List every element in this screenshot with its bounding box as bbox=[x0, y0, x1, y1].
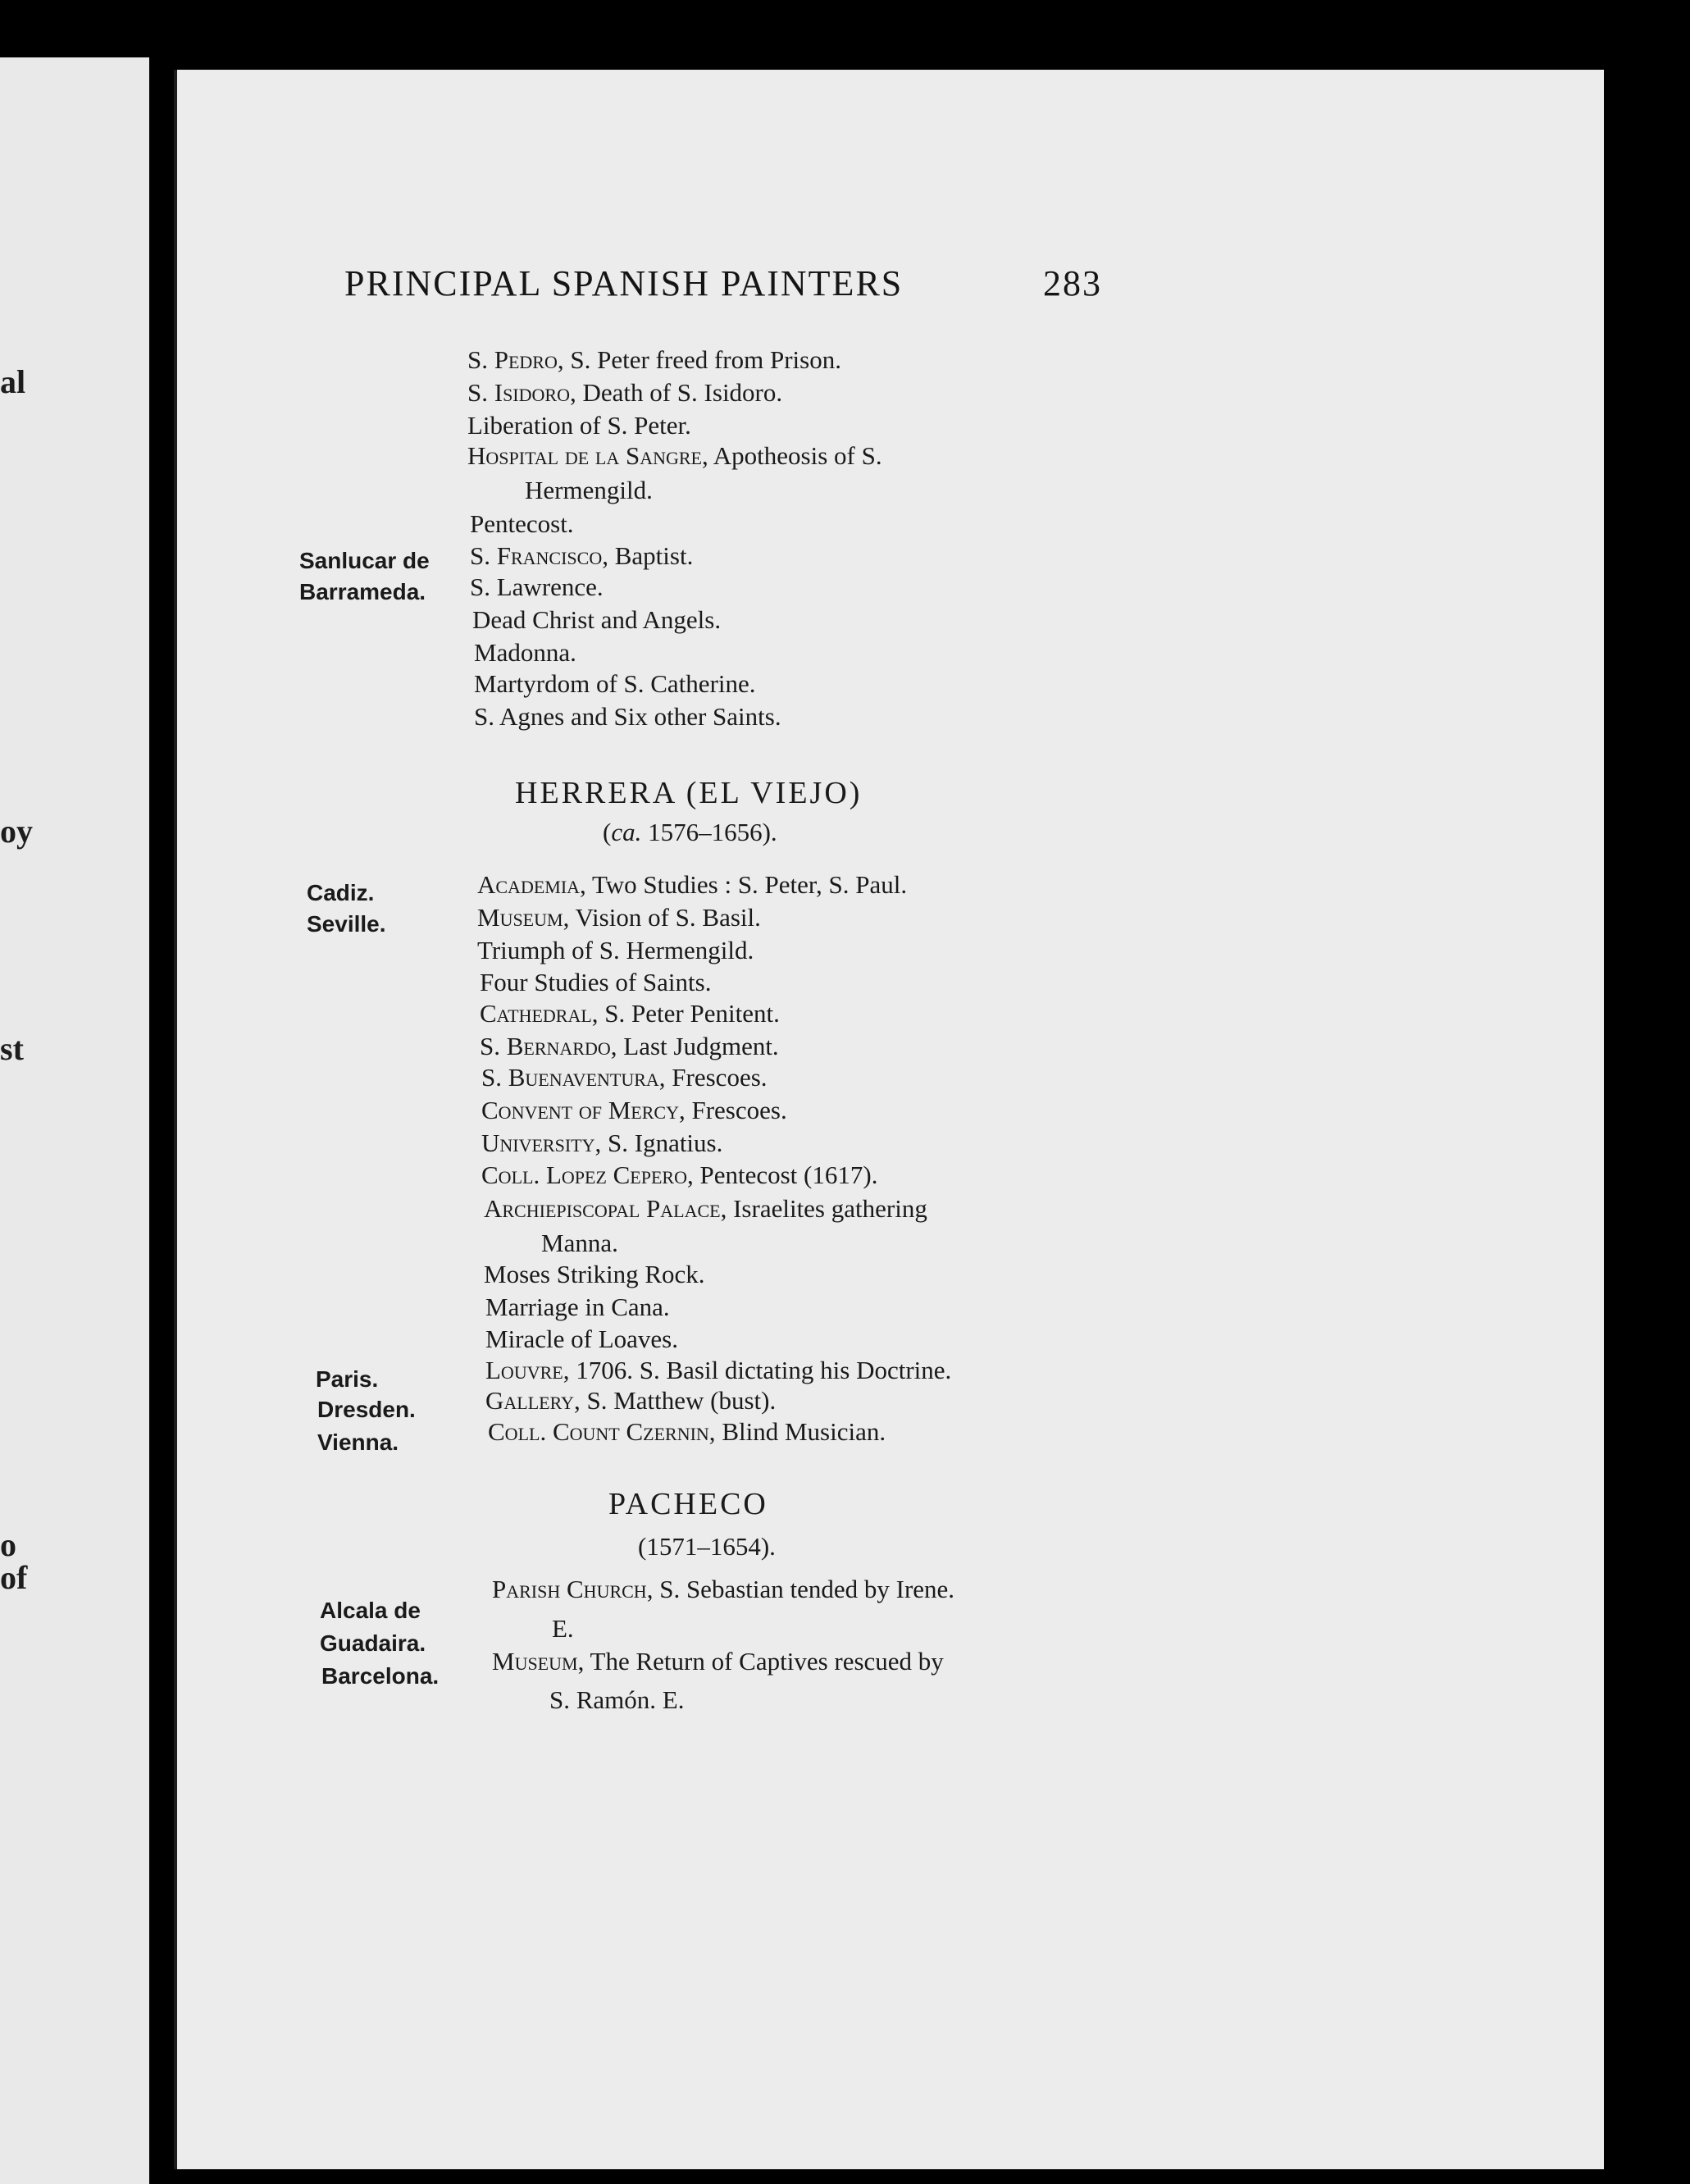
location-label: Dresden. bbox=[317, 1397, 416, 1422]
entry-line: Manna. bbox=[541, 1229, 618, 1257]
entry-line: Coll. Count Czernin, Blind Musician. bbox=[488, 1417, 886, 1446]
entry-line: Moses Striking Rock. bbox=[484, 1260, 705, 1288]
facing-page-fragment: al bbox=[0, 363, 26, 400]
entry-line: S. Ramón. E. bbox=[549, 1685, 685, 1714]
entry-line: S. Bernardo, Last Judgment. bbox=[480, 1032, 779, 1060]
entry-line: Miracle of Loaves. bbox=[485, 1325, 678, 1353]
entry-line: Cathedral, S. Peter Penitent. bbox=[480, 999, 780, 1028]
entry-line: S. Lawrence. bbox=[470, 572, 604, 601]
facing-page-fragment: of bbox=[0, 1559, 28, 1596]
entry-line: S. Buenaventura, Frescoes. bbox=[481, 1063, 768, 1092]
entry-line: S. Francisco, Baptist. bbox=[470, 541, 694, 570]
entry-line: Pentecost. bbox=[470, 509, 574, 538]
entry-line: Martyrdom of S. Catherine. bbox=[474, 669, 756, 698]
location-label: Barrameda. bbox=[299, 579, 426, 604]
location-label: Guadaira. bbox=[320, 1630, 426, 1656]
facing-page-fragment: o bbox=[0, 1526, 16, 1563]
entry-line: Parish Church, S. Sebastian tended by Irene. bbox=[492, 1575, 955, 1603]
location-label: Seville. bbox=[307, 911, 386, 937]
entry-line: Convent of Mercy, Frescoes. bbox=[481, 1096, 787, 1124]
facing-page-fragment: oy bbox=[0, 813, 33, 850]
entry-line: Coll. Lopez Cepero, Pentecost (1617). bbox=[481, 1160, 878, 1189]
entry-line: Triumph of S. Hermengild. bbox=[477, 936, 754, 964]
section-dates: (ca. 1576–1656). bbox=[603, 818, 777, 846]
entry-line: Hermengild. bbox=[525, 476, 653, 504]
facing-page-fragment: st bbox=[0, 1030, 24, 1067]
location-label: Alcala de bbox=[320, 1598, 421, 1623]
entry-line: University, S. Ignatius. bbox=[481, 1128, 723, 1157]
running-head-title: PRINCIPAL SPANISH PAINTERS bbox=[344, 263, 904, 303]
entry-line: Academia, Two Studies : S. Peter, S. Paul. bbox=[477, 870, 908, 899]
location-label: Vienna. bbox=[317, 1429, 399, 1455]
entry-line: Madonna. bbox=[474, 638, 576, 667]
entry-line: Museum, Vision of S. Basil. bbox=[477, 903, 761, 932]
location-label: Cadiz. bbox=[307, 880, 375, 905]
section-dates: (1571–1654). bbox=[638, 1532, 776, 1561]
entry-line: S. Isidoro, Death of S. Isidoro. bbox=[467, 378, 783, 407]
section-heading: PACHECO bbox=[608, 1487, 768, 1521]
entry-line: Liberation of S. Peter. bbox=[467, 411, 691, 440]
entry-line: S. Agnes and Six other Saints. bbox=[474, 702, 781, 731]
entry-line: Louvre, 1706. S. Basil dictating his Doctrine. bbox=[485, 1356, 952, 1384]
entry-line: Archiepiscopal Palace, Israelites gathering bbox=[484, 1194, 927, 1223]
location-label: Paris. bbox=[316, 1366, 379, 1392]
location-label: Sanlucar de bbox=[299, 548, 430, 573]
book-page bbox=[174, 70, 1604, 2169]
entry-line: Gallery, S. Matthew (bust). bbox=[485, 1386, 777, 1415]
entry-line: Museum, The Return of Captives rescued by bbox=[492, 1647, 944, 1676]
entry-line: S. Pedro, S. Peter freed from Prison. bbox=[467, 345, 841, 374]
entry-line: Four Studies of Saints. bbox=[480, 968, 712, 996]
location-label: Barcelona. bbox=[321, 1663, 440, 1689]
entry-line: E. bbox=[552, 1614, 574, 1643]
page-number: 283 bbox=[1043, 263, 1102, 303]
section-heading: HERRERA (EL VIEJO) bbox=[515, 776, 863, 810]
facing-page-edge bbox=[0, 57, 149, 2184]
entry-line: Marriage in Cana. bbox=[485, 1293, 670, 1321]
running-head bbox=[344, 262, 1102, 304]
entry-line: Dead Christ and Angels. bbox=[472, 605, 722, 634]
entry-line: Hospital de la Sangre, Apotheosis of S. bbox=[467, 441, 882, 470]
